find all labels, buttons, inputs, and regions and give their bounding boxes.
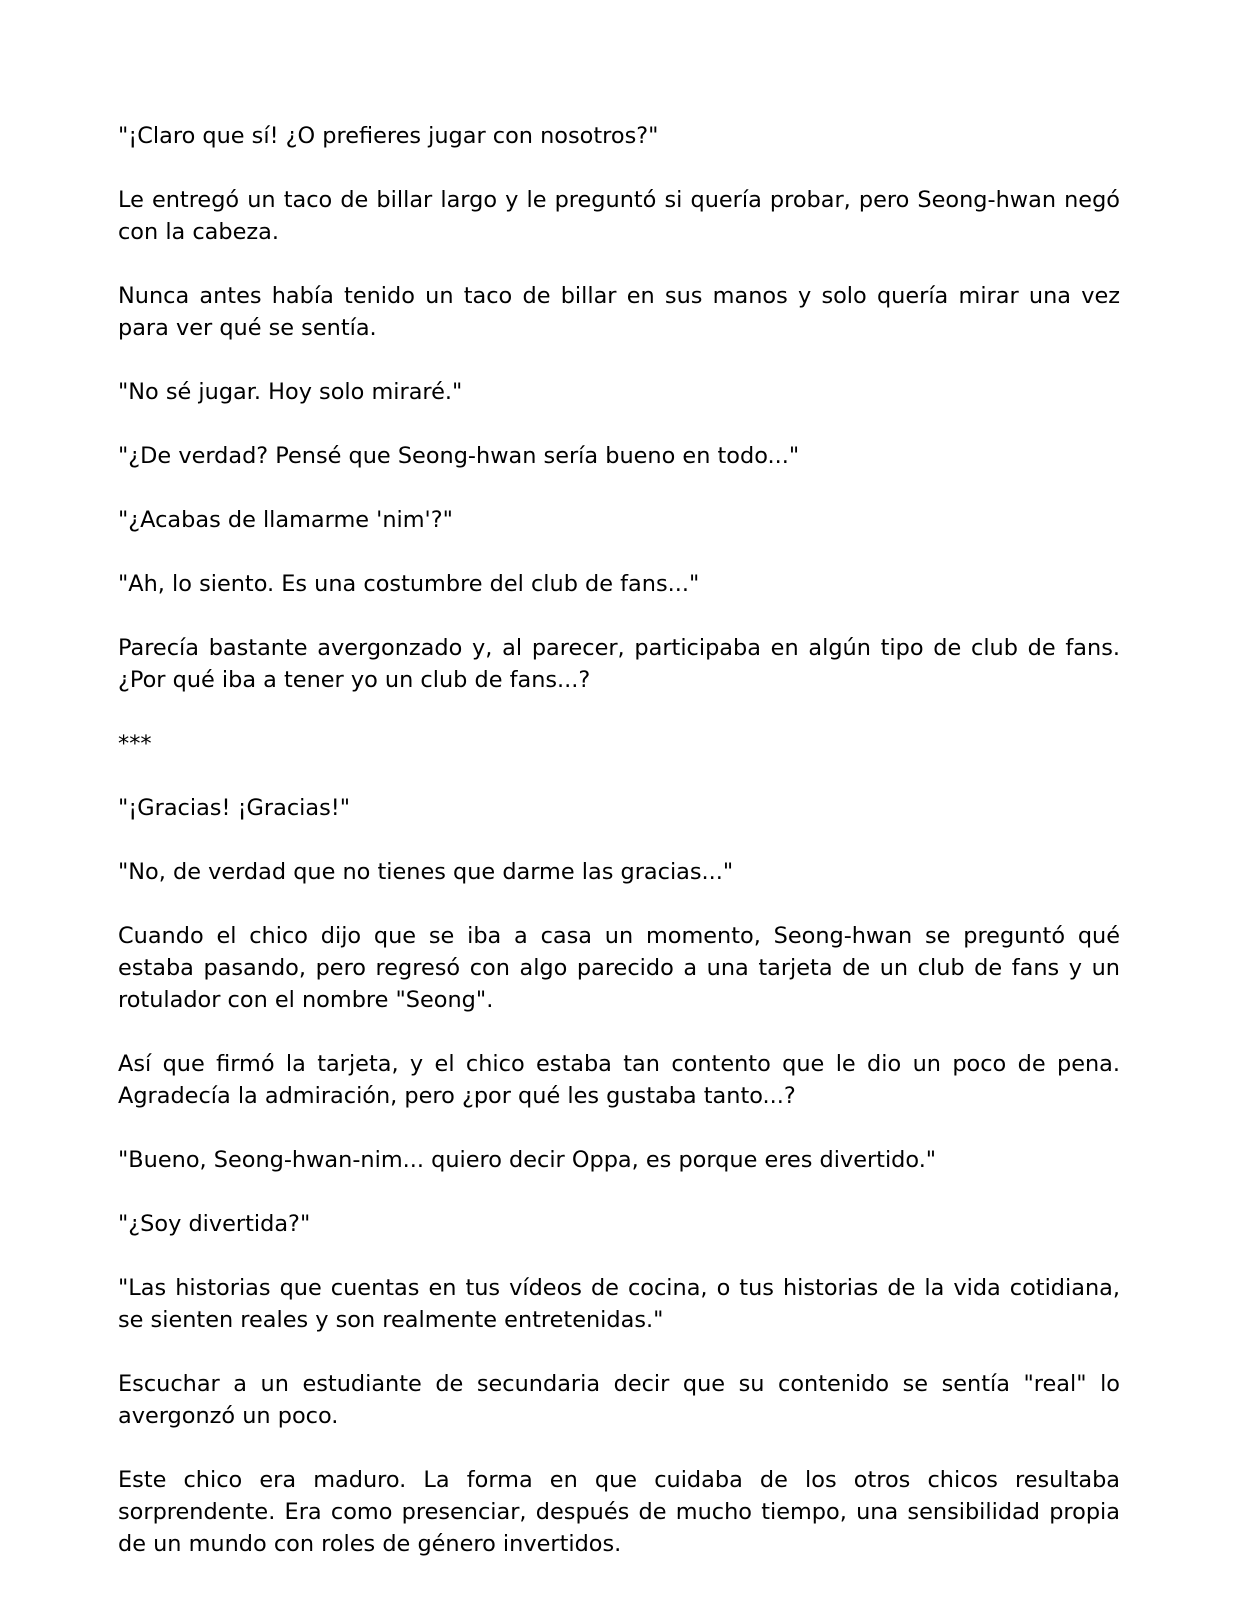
paragraph-12: Cuando el chico dijo que se iba a casa un momento, Seong-hwan se preguntó qué estaba pasando, pero regresó con algo parecido a una tarjeta de un club de fans y un rotulador con el nombre "Seong".	[118, 923, 1120, 1013]
paragraph-5: "¿De verdad? Pensé que Seong-hwan sería bueno en todo..."	[118, 443, 800, 469]
paragraph-11: "No, de verdad que no tienes que darme las gracias..."	[118, 859, 734, 885]
paragraph-1: "¡Claro que sí! ¿O prefieres jugar con nosotros?"	[118, 123, 659, 149]
paragraph-14: "Bueno, Seong-hwan-nim... quiero decir Oppa, es porque eres divertido."	[118, 1147, 937, 1173]
paragraph-16: "Las historias que cuentas en tus vídeos de cocina, o tus historias de la vida cotidiana, se sienten reales y son realmente entretenidas."	[118, 1275, 1120, 1333]
paragraph-15: "¿Soy divertida?"	[118, 1211, 311, 1237]
paragraph-13: Así que firmó la tarjeta, y el chico estaba tan contento que le dio un poco de pena. Agradecía la admiración, pero ¿por qué les gustaba tanto...?	[118, 1051, 1120, 1109]
document-body	[118, 120, 1120, 1592]
paragraph-7: "Ah, lo siento. Es una costumbre del club de fans..."	[118, 571, 700, 597]
paragraph-6: "¿Acabas de llamarme 'nim'?"	[118, 507, 453, 533]
paragraph-18: Este chico era maduro. La forma en que cuidaba de los otros chicos resultaba sorprendente. Era como presenciar, después de mucho tiempo, una sensibilidad propia de un mundo con roles de género invertidos.	[118, 1467, 1120, 1557]
paragraph-10: "¡Gracias! ¡Gracias!"	[118, 795, 351, 821]
paragraph-17: Escuchar a un estudiante de secundaria decir que su contenido se sentía "real" lo avergonzó un poco.	[118, 1371, 1120, 1429]
scene-break: ***	[118, 731, 152, 757]
paragraph-2: Le entregó un taco de billar largo y le preguntó si quería probar, pero Seong-hwan negó con la cabeza.	[118, 187, 1120, 245]
paragraph-3: Nunca antes había tenido un taco de billar en sus manos y solo quería mirar una vez para ver qué se sentía.	[118, 283, 1120, 341]
paragraph-4: "No sé jugar. Hoy solo miraré."	[118, 379, 463, 405]
paragraph-8: Parecía bastante avergonzado y, al parecer, participaba en algún tipo de club de fans. ¿Por qué iba a tener yo un club de fans...?	[118, 635, 1120, 693]
